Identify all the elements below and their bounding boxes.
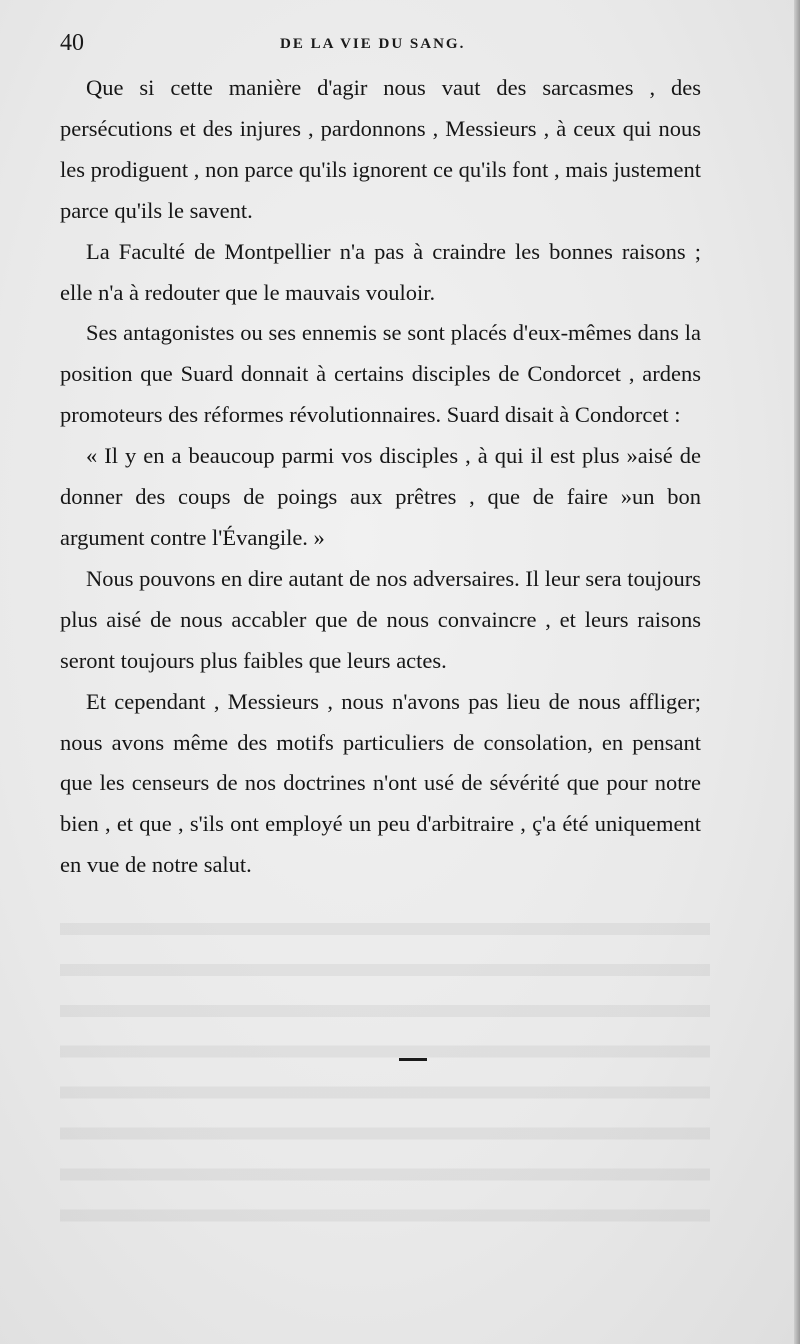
paragraph: Et cependant , Messieurs , nous n'avons pas lieu de nous affliger; nous avons même des motifs particuliers de consolation, en pensant que les censeurs de nos doctrines n'ont usé de sévérité que pour notre bien , et que , s'ils ont employé un peu d'arbitraire , ç'a été uniquement en vue de notre salut. [60, 688, 701, 878]
section-end-rule [399, 1058, 427, 1061]
quotation-paragraph: « Il y en a beaucoup parmi vos disciples , à qui il est plus »aisé de donner des coups de poings aux prêtres , que de faire »un bon argument contre l'Évangile. » [60, 443, 701, 550]
paragraph: Ses antagonistes ou ses ennemis se sont placés d'eux-mêmes dans la position que Suard donnait à certains disciples de Condorcet , ardens promoteurs des réformes révolutionnaires. Suard disait à Condorcet : [60, 320, 701, 428]
paragraph: Que si cette manière d'agir nous vaut des sarcasmes , des persécutions et des injures , pardonnons , Messieurs , à ceux qui nous les prodiguent , non parce qu'ils ignorent ce qu'ils font , mais justement parce qu'ils le savent. [60, 75, 701, 223]
paragraph: Nous pouvons en dire autant de nos adversaires. Il leur sera toujours plus aisé de nous accabler que de nous convaincre , et leurs raisons seront toujours plus faibles que leurs actes. [60, 565, 701, 673]
verso-bleed-lines [60, 905, 710, 1235]
page-edge-shadow [794, 0, 800, 1344]
paragraph: La Faculté de Montpellier n'a pas à craindre les bonnes raisons ; elle n'a à redouter que le mauvais vouloir. [60, 238, 701, 305]
body-text [60, 68, 701, 886]
running-title: DE LA VIE DU SANG. [280, 36, 466, 52]
page-header [60, 28, 700, 64]
page-number: 40 [60, 30, 84, 56]
